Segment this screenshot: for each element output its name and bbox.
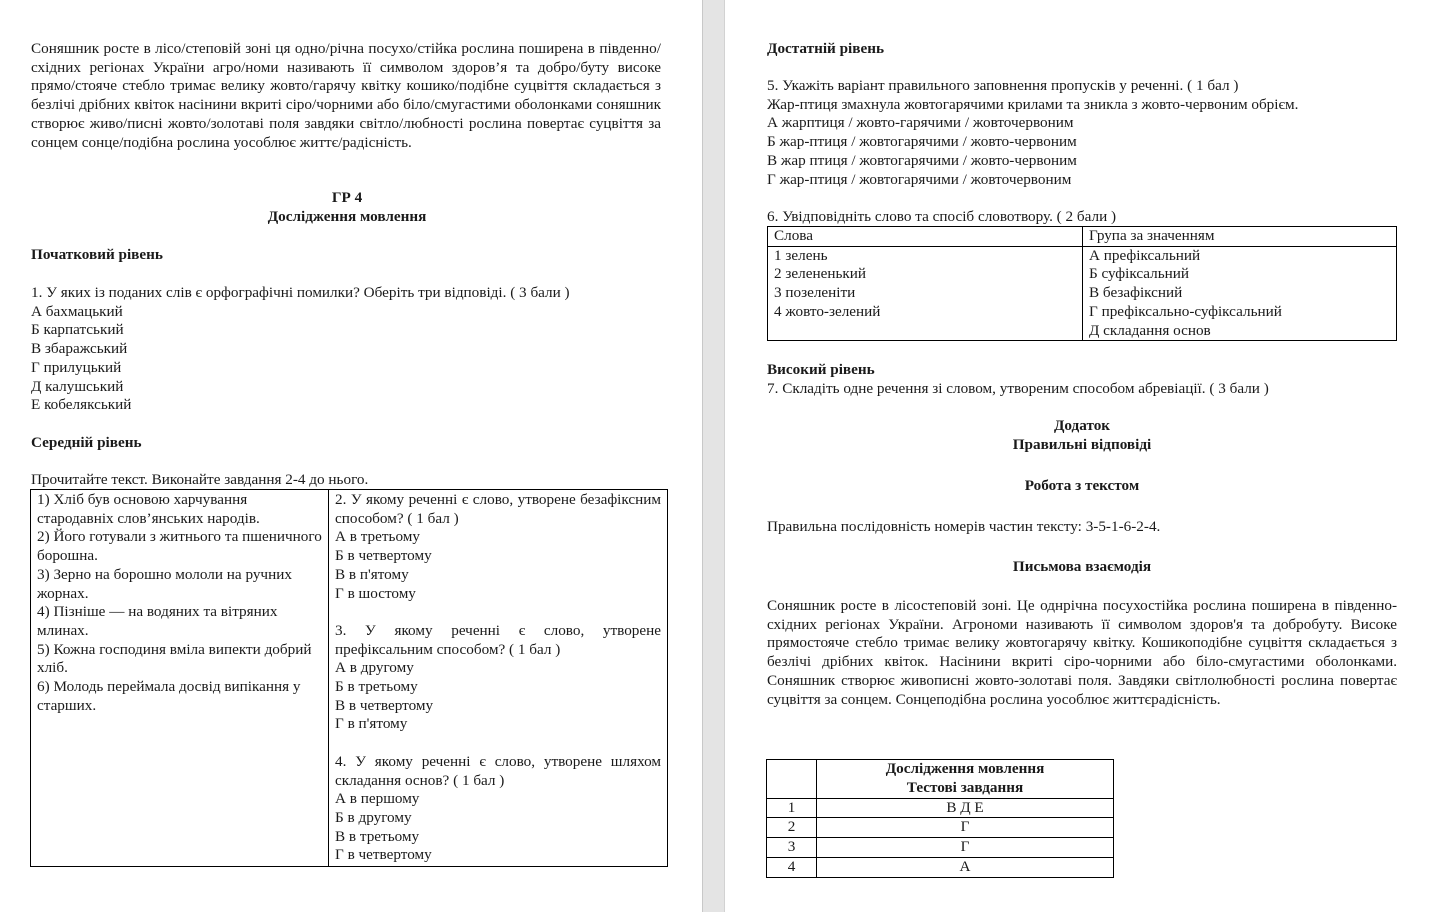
q2-option-a: А в третьому <box>335 528 420 546</box>
q5-option-b: Б жар-птиця / жовтогарячими / жовто-червоним <box>767 133 1077 151</box>
q1-option-b: Б карпатський <box>31 321 124 339</box>
text-parts-cell <box>31 490 329 867</box>
answers-header-line2: Тестові завдання <box>906 778 1024 796</box>
appendix-title: Додаток <box>1053 417 1111 434</box>
section-text-work: Робота з текстом <box>1024 477 1140 494</box>
question-4-text: 4. У якому реченні є слово, утворене шляхом складання основ? ( 1 бал ) <box>335 752 661 789</box>
page-separator <box>702 0 725 912</box>
section-written: Письмова взаємодія <box>1012 558 1152 575</box>
text-part-1: 1) Хліб був основою харчування стародавніх слов’янських народів. <box>37 491 260 527</box>
group-a: А префіксальний <box>1089 246 1201 264</box>
text-part-5: 5) Кожна господиня вміла випекти добрий хліб. <box>37 640 312 677</box>
table-row <box>767 818 1114 838</box>
answer-number: 1 <box>767 798 817 818</box>
q5-option-d: Г жар-птиця / жовтогарячими / жовточервоним <box>767 170 1072 188</box>
word-3: 3 позеленіти <box>774 284 856 302</box>
answer-value: А <box>817 857 1114 877</box>
group-e: Д складання основ <box>1089 321 1211 339</box>
table-row <box>767 798 1114 818</box>
question-1-text: 1. У яких із поданих слів є орфографічні помилки? Оберіть три відповіді. ( 3 бали ) <box>31 284 570 301</box>
q4-option-c: В в третьому <box>335 827 420 845</box>
appendix-subtitle: Правильні відповіді <box>1012 436 1152 453</box>
answer-number: 3 <box>767 838 817 858</box>
q1-option-e: Д калушський <box>31 377 124 395</box>
q2-option-b: Б в четвертому <box>335 547 432 565</box>
group-title: ГР 4 <box>331 189 363 206</box>
matching-header-groups: Група за значенням <box>1083 227 1397 247</box>
level-sufficient-heading: Достатній рівень <box>767 40 884 57</box>
answer-value: Г <box>817 838 1114 858</box>
q4-option-d: Г в четвертому <box>335 846 432 864</box>
answers-header <box>817 760 1114 799</box>
answer-value: Г <box>817 818 1114 838</box>
q1-option-d: Г прилуцький <box>31 358 122 376</box>
q5-option-a: А жарптиця / жовто-гарячими / жовточервоним <box>767 114 1074 132</box>
group-c: В безафіксний <box>1089 284 1183 302</box>
word-1: 1 зелень <box>774 246 828 264</box>
q1-option-f: Е кобелякський <box>31 396 132 414</box>
q3-option-d: Г в п'ятому <box>335 715 408 733</box>
text-part-6: 6) Молодь переймала досвід випікання у старших. <box>37 678 301 714</box>
answer-number: 2 <box>767 818 817 838</box>
level-initial-heading: Початковий рівень <box>31 246 163 263</box>
text-part-4: 4) Пізніше — на водяних та вітряних млинах. <box>37 603 278 639</box>
reading-text-table <box>30 489 668 867</box>
word-4: 4 жовто-зелений <box>774 302 881 320</box>
q5-sentence: Жар-птиця змахнула жовтогарячими крилами та зникла з жовто-червоним обрієм. <box>767 95 1299 113</box>
answers-table <box>766 759 1114 878</box>
questions-cell <box>329 490 668 867</box>
q5-option-c: В жар птиця / жовтогарячими / жовто-червоним <box>767 151 1077 169</box>
answer-number: 4 <box>767 857 817 877</box>
answer-value: В Д Е <box>817 798 1114 818</box>
group-d: Г префіксально-суфіксальний <box>1089 302 1282 320</box>
table-row <box>767 838 1114 858</box>
q3-option-c: В в четвертому <box>335 696 434 714</box>
matching-table <box>767 226 1397 341</box>
intro-paragraph: Соняшник росте в лісо/степовій зоні ця одно/річна посухо/стійка рослина поширена в південно/східних регіонах України агро/номи називають її символом здоров’я та добро/буту високе прямо/стояче стебло тримає велику жовто/гарячу квітку кошико/подібне суцвіття складається з безлічі дрібних квіток насінини вкриті сіро/чорними або біло/смугастими оболонками соняшник створює живо/писні жовто/золотаві поля завдяки світло/любності рослина повертає суцвіття за сонцем сонце/подібна рослина уособлює життє/радісність. <box>31 40 661 151</box>
q2-option-c: В в п'ятому <box>335 565 409 583</box>
answers-header-empty <box>767 760 817 799</box>
q4-option-a: А в першому <box>335 790 420 808</box>
read-instruction: Прочитайте текст. Виконайте завдання 2-4 до нього. <box>31 471 369 488</box>
matching-groups-cell <box>1083 246 1397 341</box>
q1-option-c: В збаражський <box>31 340 128 358</box>
question-7-text: 7. Складіть одне речення зі словом, утвореним способом абревіації. ( 3 бали ) <box>767 380 1269 397</box>
level-middle-heading: Середній рівень <box>31 434 142 451</box>
question-2-text: 2. У якому реченні є слово, утворене безафіксним способом? ( 1 бал ) <box>335 491 661 527</box>
sequence-answer: Правильна послідовність номерів частин тексту: 3-5-1-6-2-4. <box>767 518 1161 535</box>
question-1 <box>31 284 691 415</box>
answers-header-line1: Дослідження мовлення <box>885 760 1045 777</box>
matching-header-words: Слова <box>768 227 1083 247</box>
q1-option-a: А бахмацький <box>31 302 123 320</box>
q3-option-b: Б в третьому <box>335 678 418 696</box>
q3-option-a: А в другому <box>335 659 414 677</box>
question-6-text: 6. Увідповідніть слово та спосіб словотвору. ( 2 бали ) <box>767 208 1117 225</box>
table-row <box>767 857 1114 877</box>
question-5 <box>767 77 1407 189</box>
text-part-2: 2) Його готували з житнього та пшеничного борошна. <box>37 528 322 565</box>
document-page-left <box>0 0 702 912</box>
question-5-text: 5. Укажіть варіант правильного заповнення пропусків у реченні. ( 1 бал ) <box>767 77 1239 94</box>
text-part-3: 3) Зерно на борошно мололи на ручних жорнах. <box>37 565 292 602</box>
q2-option-d: Г в шостому <box>335 584 416 602</box>
group-b: Б суфіксальний <box>1089 265 1190 283</box>
q4-option-b: Б в другому <box>335 808 412 826</box>
question-3-text: 3. У якому реченні є слово, утворене префіксальним способом? ( 1 бал ) <box>335 621 661 658</box>
corrected-text-paragraph: Соняшник росте в лісостеповій зоні. Це однрічна посухостійка рослина поширена в південно-східних регіонах України. Агрономи називають її символом здоров'я та добробуту. Високе прямостояче стебло тримає велику жовтогарячу квітку. Кошикоподібне суцвіття складається з безлічі дрібних квіток. Насінини вкриті сіро-чорними або біло-смугастими оболонками. Соняшник створює живописні жовто-золотаві поля. Завдяки світлолюбності рослина повертає суцвіття за сонцем. Сонцеподібна рослина уособлює життєрадісність. <box>767 597 1397 708</box>
group-subtitle: Дослідження мовлення <box>267 208 427 225</box>
level-high-heading: Високий рівень <box>767 361 875 378</box>
word-2: 2 зелененький <box>774 265 867 283</box>
matching-words-cell <box>768 246 1083 341</box>
